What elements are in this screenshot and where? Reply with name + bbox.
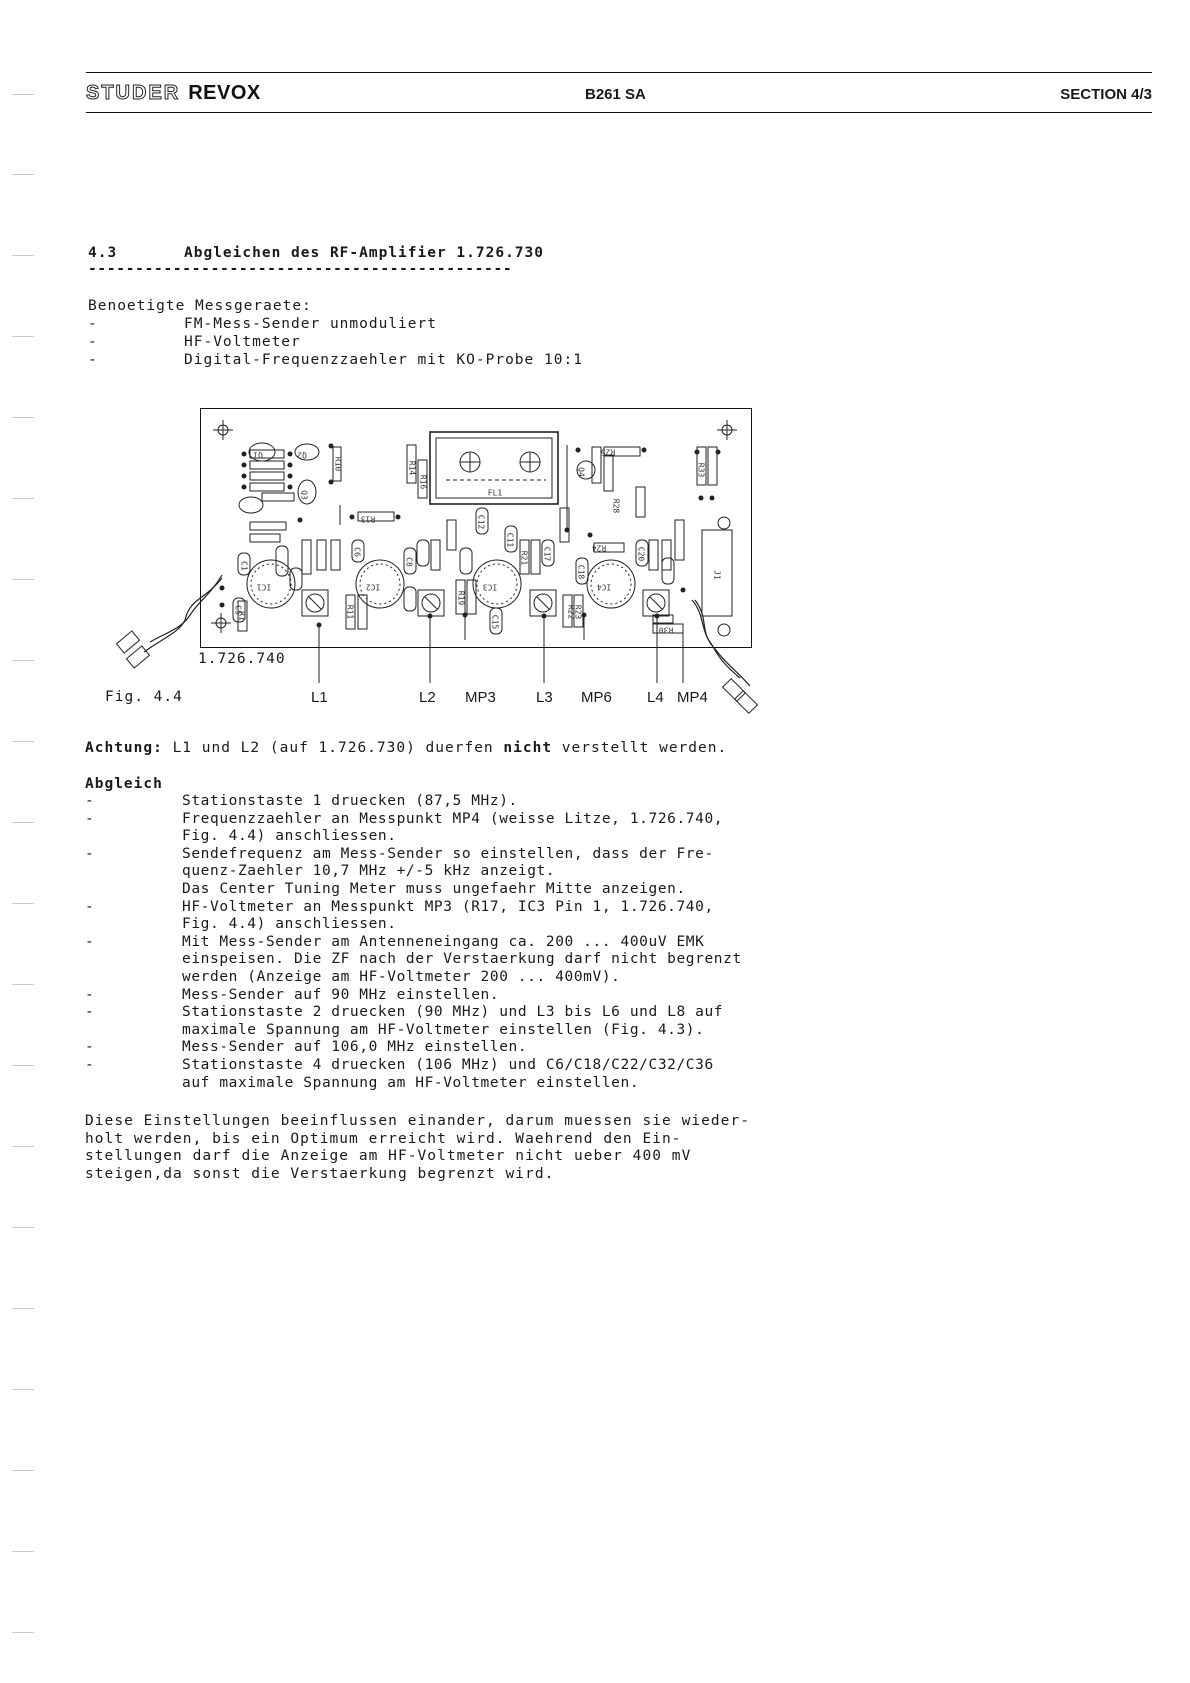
step-dash: - [85, 986, 94, 1003]
step-line: Stationstaste 4 druecken (106 MHz) und C6/C18/C22/C32/C36 [182, 1057, 714, 1073]
margin-tick [12, 1227, 34, 1228]
coil-l2 [418, 590, 444, 616]
component-label: Q1 [253, 450, 263, 460]
list-dash: - [88, 334, 97, 350]
step-line: Frequenzzaehler an Messpunkt MP4 (weisse Litze, 1.726.740, [182, 810, 724, 827]
closing-line: Diese Einstellungen beeinflussen einander, darum muessen sie wieder- [85, 1113, 751, 1129]
margin-tick [12, 903, 34, 904]
logo-studer: STUDER [86, 82, 181, 104]
component-label: Q3 [299, 490, 309, 500]
margin-tick [12, 1551, 34, 1552]
component-label: R1 [237, 611, 247, 621]
component-label: Q4 [576, 467, 586, 477]
callout-mp4: MP4 [677, 689, 708, 706]
step-dash: - [85, 1057, 94, 1073]
step-line: quenz-Zaehler 10,7 MHz +/-5 kHz anzeigt. [182, 863, 556, 880]
step-line: Stationstaste 1 druecken (87,5 MHz). [182, 793, 518, 809]
component-label: C6 [352, 547, 362, 557]
step-line: Sendefrequenz am Mess-Sender so einstellen, dass der Fre- [182, 845, 714, 862]
component-label: J1 [712, 570, 722, 580]
component-label: FL1 [487, 488, 503, 498]
component-label: R28 [611, 498, 621, 514]
list-dash: - [88, 316, 97, 332]
component-label: C5 [233, 605, 243, 615]
step-line: einspeisen. Die ZF nach der Verstaerkung darf nicht begrenzt [182, 951, 742, 968]
step-dash: - [85, 898, 94, 915]
list-item: FM-Mess-Sender unmoduliert [184, 316, 437, 332]
step-dash: - [85, 793, 94, 809]
title-underline: --------------------------------------------- [88, 261, 513, 277]
component-label: R19 [456, 590, 466, 606]
closing-line: steigen,da sonst die Verstaerkung begrenzt wird. [85, 1165, 555, 1182]
margin-tick [12, 1065, 34, 1066]
step-line: Stationstaste 2 druecken (90 MHz) und L3 bis L6 und L8 auf [182, 1004, 724, 1021]
component-label: R21 [519, 550, 529, 566]
component-label: R13 [360, 514, 376, 524]
logo-revox: REVOX [188, 82, 261, 104]
mounting-hole-bottom-left [211, 613, 231, 633]
pcb-drawing [0, 0, 1190, 760]
model-label: B261 SA [585, 86, 646, 103]
component-label: C8 [404, 557, 414, 567]
warning-text: L1 und L2 (auf 1.726.730) duerfen [172, 740, 494, 756]
component-label: C18 [576, 564, 586, 580]
component-label: IC4 [596, 582, 612, 592]
step-line: Mit Mess-Sender am Antenneneingang ca. 200 ... 400uV EMK [182, 933, 705, 950]
step-line: Das Center Tuning Meter muss ungefaehr Mitte anzeigen. [182, 881, 686, 897]
component-label: C20 [636, 546, 646, 562]
list-item: HF-Voltmeter [184, 334, 301, 350]
component-label: R30 [658, 625, 674, 635]
margin-tick [12, 1308, 34, 1309]
component-label: C17 [542, 546, 552, 562]
component-label: R23 [573, 604, 583, 620]
callout-l1: L1 [311, 689, 328, 706]
callout-mp3: MP3 [465, 689, 496, 706]
step-dash: - [85, 810, 94, 827]
margin-tick [12, 984, 34, 985]
coil-l3 [530, 590, 556, 616]
step-dash: - [85, 933, 94, 950]
closing-line: stellungen darf die Anzeige am HF-Voltmeter nicht ueber 400 mV [85, 1148, 692, 1165]
step-dash: - [85, 1004, 94, 1021]
step-line: werden (Anzeige am HF-Voltmeter 200 ... 400mV). [182, 969, 621, 985]
mounting-hole-top-right [717, 420, 737, 440]
component-label: Q2 [297, 450, 307, 460]
list-item: Digital-Frequenzzaehler mit KO-Probe 10:1 [184, 352, 583, 368]
board-number: 1.726.740 [198, 651, 286, 667]
callout-l2: L2 [419, 689, 436, 706]
step-line: Fig. 4.4) anschliessen. [182, 916, 397, 933]
warning-text-end: verstellt werden. [561, 740, 728, 756]
step-line: maximale Spannung am HF-Voltmeter einstellen (Fig. 4.3). [182, 1021, 705, 1038]
mounting-hole-top-left [213, 420, 233, 440]
equipment-title: Benoetigte Messgeraete: [88, 298, 312, 314]
step-dash: - [85, 845, 94, 862]
component-label: R24 [591, 543, 607, 553]
procedure-title: Abgleich [85, 776, 163, 792]
component-label: C11 [505, 532, 515, 548]
closing-line: holt werden, bis ein Optimum erreicht wird. Waehrend den Ein- [85, 1130, 682, 1147]
callout-l4: L4 [647, 689, 664, 706]
step-line: Fig. 4.4) anschliessen. [182, 828, 397, 845]
component-label: C15 [490, 614, 500, 630]
list-dash: - [88, 352, 97, 368]
component-label: C12 [476, 514, 486, 530]
component-label: R33 [696, 462, 706, 478]
step-line: auf maximale Spannung am HF-Voltmeter einstellen. [182, 1074, 640, 1091]
component-label: R11 [345, 604, 355, 620]
component-label: R22 [566, 604, 576, 620]
step-line: HF-Voltmeter an Messpunkt MP3 (R17, IC3 Pin 1, 1.726.740, [182, 898, 714, 915]
step-line: Mess-Sender auf 90 MHz einstellen. [182, 986, 500, 1003]
coil-l1 [302, 590, 328, 616]
component-label: IC2 [365, 582, 381, 592]
component-label: R16 [418, 474, 428, 490]
component-label: IC1 [256, 582, 272, 592]
step-dash: - [85, 1039, 94, 1056]
figure-caption: Fig. 4.4 [105, 689, 183, 705]
step-line: Mess-Sender auf 106,0 MHz einstellen. [182, 1039, 528, 1056]
margin-tick [12, 1146, 34, 1147]
margin-tick [12, 1470, 34, 1471]
section-number: 4.3 [88, 245, 118, 261]
section-label: SECTION 4/3 [1060, 86, 1152, 103]
component-label: R14 [407, 460, 417, 476]
callout-mp6: MP6 [581, 689, 612, 706]
warning-line [85, 740, 727, 758]
component-label: R10 [333, 456, 343, 472]
coil-l4 [643, 590, 669, 616]
margin-tick [12, 822, 34, 823]
section-title: Abgleichen des RF-Amplifier 1.726.730 [184, 245, 545, 261]
component-label: R25 [600, 447, 616, 457]
component-label: C1 [239, 561, 249, 571]
margin-tick [12, 1632, 34, 1633]
warning-emphasis: nicht [503, 740, 553, 756]
callout-l3: L3 [536, 689, 553, 706]
margin-tick [12, 1389, 34, 1390]
component-label: IC3 [482, 582, 498, 592]
warning-label: Achtung: [85, 740, 163, 756]
